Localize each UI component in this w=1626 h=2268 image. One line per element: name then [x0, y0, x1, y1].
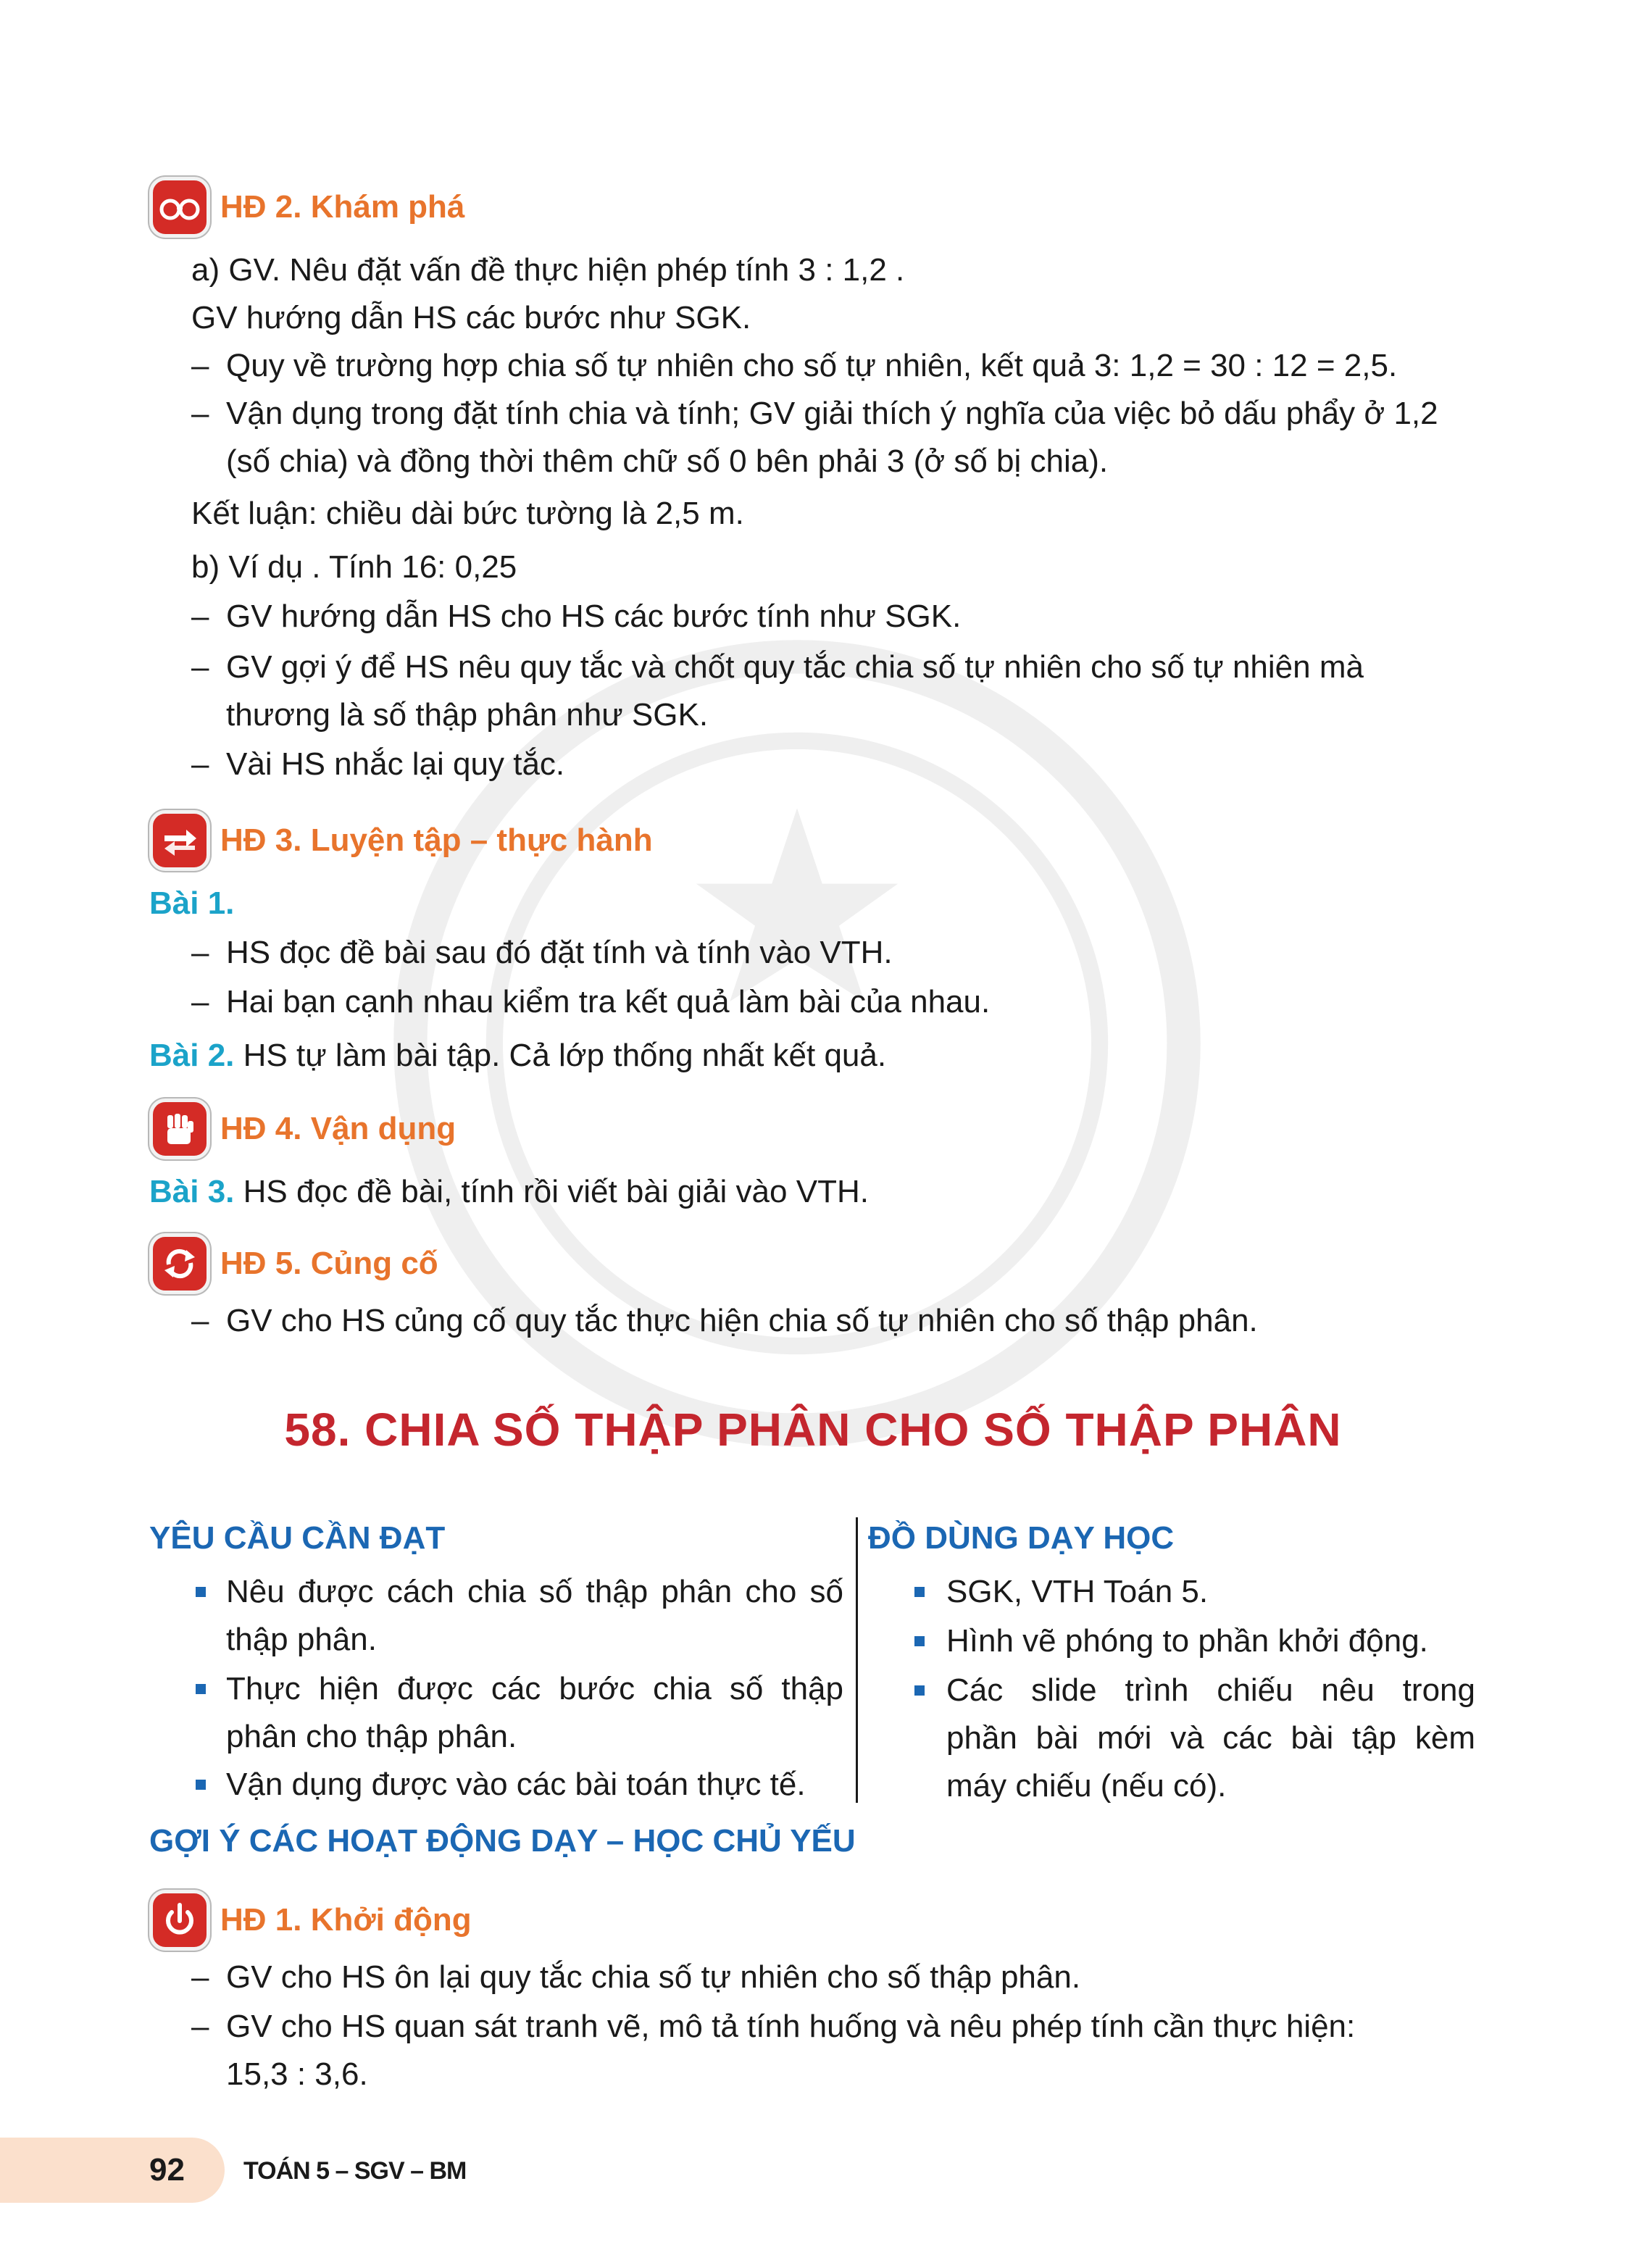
mat-item-3-cont2: máy chiếu (nếu có). — [946, 1768, 1227, 1804]
hd2-step2-cont: (số chia) và đồng thời thêm chữ số 0 bên phải 3 (ở số bị chia). — [226, 443, 1109, 479]
bullet-marker — [914, 1587, 925, 1597]
hd1-line2: – GV cho HS quan sát tranh vẽ, mô tả tính huống và nêu phép tính cần thực hiện: — [191, 2003, 1474, 2051]
hd2-step2: – Vận dụng trong đặt tính chia và tính; GV giải thích ý nghĩa của việc bỏ dấu phẩy ở 1,2 — [191, 390, 1474, 438]
bai1-label: Bài 1. — [149, 885, 235, 921]
req-item-1-cont: thập phân. — [226, 1622, 377, 1657]
req-item-3: Vận dụng được vào các bài toán thực tế. — [226, 1767, 806, 1802]
section-title: 58. CHIA SỐ THẬP PHÂN CHO SỐ THẬP PHÂN — [284, 1404, 1342, 1456]
column-divider — [856, 1517, 858, 1803]
hd2-line-guide: GV hướng dẫn HS các bước như SGK. — [191, 300, 751, 335]
req-item-2-cont: phân cho thập phân. — [226, 1719, 517, 1754]
materials-heading: ĐỒ DÙNG DẠY HỌC — [868, 1520, 1175, 1556]
dash-marker: – — [191, 2009, 209, 2044]
mat-item-2: Hình vẽ phóng to phần khởi động. — [946, 1623, 1428, 1659]
dash-marker: – — [191, 348, 209, 383]
fist-icon — [149, 1098, 210, 1159]
bullet-marker — [914, 1636, 925, 1646]
bai1-line2: – Hai bạn cạnh nhau kiểm tra kết quả làm bài của nhau. — [191, 978, 990, 1026]
dash-marker: – — [191, 599, 209, 634]
hd3-title: HĐ 3. Luyện tập – thực hành — [220, 822, 653, 858]
hd2-conclusion: Kết luận: chiều dài bức tường là 2,5 m. — [191, 496, 744, 531]
dash-marker: – — [191, 396, 209, 431]
hd2-line-b: b) Ví dụ . Tính 16: 0,25 — [191, 549, 517, 585]
mat-item-1: SGK, VTH Toán 5. — [946, 1574, 1209, 1609]
bai3-line: Bài 3. HS đọc đề bài, tính rồi viết bài giải vào VTH. — [149, 1174, 869, 1209]
hd2-step1: – Quy về trường hợp chia số tự nhiên cho số tự nhiên, kết quả 3: 1,2 = 30 : 12 = 2,5. — [191, 342, 1474, 390]
bullet-marker — [196, 1587, 206, 1597]
dash-marker: – — [191, 746, 209, 782]
activities-heading: GỢI Ý CÁC HOẠT ĐỘNG DẠY – HỌC CHỦ YẾU — [149, 1823, 856, 1859]
binoculars-icon — [149, 177, 210, 238]
requirements-heading: YÊU CẦU CẦN ĐẠT — [149, 1520, 446, 1556]
hd2-step4-cont: thương là số thập phân như SGK. — [226, 697, 709, 733]
hd2-step5: – Vài HS nhắc lại quy tắc. — [191, 741, 564, 788]
hd5-title: HĐ 5. Củng cố — [220, 1246, 438, 1281]
hd5-heading — [149, 1235, 438, 1293]
hd2-heading — [149, 178, 464, 236]
hd2-title: HĐ 2. Khám phá — [220, 189, 465, 225]
footer-tab — [0, 2138, 225, 2203]
mat-item-3-cont: phần bài mới và các bài tập kèm — [946, 1720, 1475, 1756]
bai2-label: Bài 2. — [149, 1038, 235, 1073]
arrows-cycle-icon — [149, 810, 210, 871]
book-title: TOÁN 5 – SGV – BM — [243, 2157, 467, 2185]
bullet-marker — [196, 1684, 206, 1694]
bai1-line1: – HS đọc đề bài sau đó đặt tính và tính vào VTH. — [191, 929, 893, 977]
dash-marker: – — [191, 935, 209, 970]
dash-marker: – — [191, 649, 209, 685]
hd1-line2-cont: 15,3 : 3,6. — [226, 2056, 368, 2092]
dash-marker: – — [191, 984, 209, 1020]
hd4-title: HĐ 4. Vận dụng — [220, 1111, 456, 1146]
hd2-step3: – GV hướng dẫn HS cho HS các bước tính như SGK. — [191, 593, 961, 641]
hd1-line1: – GV cho HS ôn lại quy tắc chia số tự nhiên cho số thập phân. — [191, 1954, 1080, 2001]
dash-marker: – — [191, 1303, 209, 1338]
hd1-title: HĐ 1. Khởi động — [220, 1902, 472, 1938]
bai3-label: Bài 3. — [149, 1174, 235, 1209]
power-icon — [149, 1890, 210, 1951]
hd3-heading — [149, 812, 653, 870]
hd2-step4: – GV gợi ý để HS nêu quy tắc và chốt quy tắc chia số tự nhiên cho số tự nhiên mà — [191, 643, 1364, 691]
mat-item-3: Các slide trình chiếu nêu trong — [946, 1672, 1475, 1708]
hd2-line-a: a) GV. Nêu đặt vấn đề thực hiện phép tính 3 : 1,2 . — [191, 252, 905, 288]
req-item-2: Thực hiện được các bước chia số thập — [226, 1671, 843, 1706]
hd4-heading — [149, 1100, 456, 1158]
refresh-icon — [149, 1233, 210, 1294]
hd1-heading — [149, 1891, 472, 1949]
bai2-line: Bài 2. HS tự làm bài tập. Cả lớp thống nhất kết quả. — [149, 1038, 887, 1073]
dash-marker: – — [191, 1959, 209, 1995]
bullet-marker — [196, 1780, 206, 1790]
bullet-marker — [914, 1685, 925, 1696]
hd5-line1: – GV cho HS củng cố quy tắc thực hiện chia số tự nhiên cho số thập phân. — [191, 1297, 1258, 1345]
req-item-1: Nêu được cách chia số thập phân cho số — [226, 1574, 843, 1609]
page-number: 92 — [149, 2152, 185, 2188]
